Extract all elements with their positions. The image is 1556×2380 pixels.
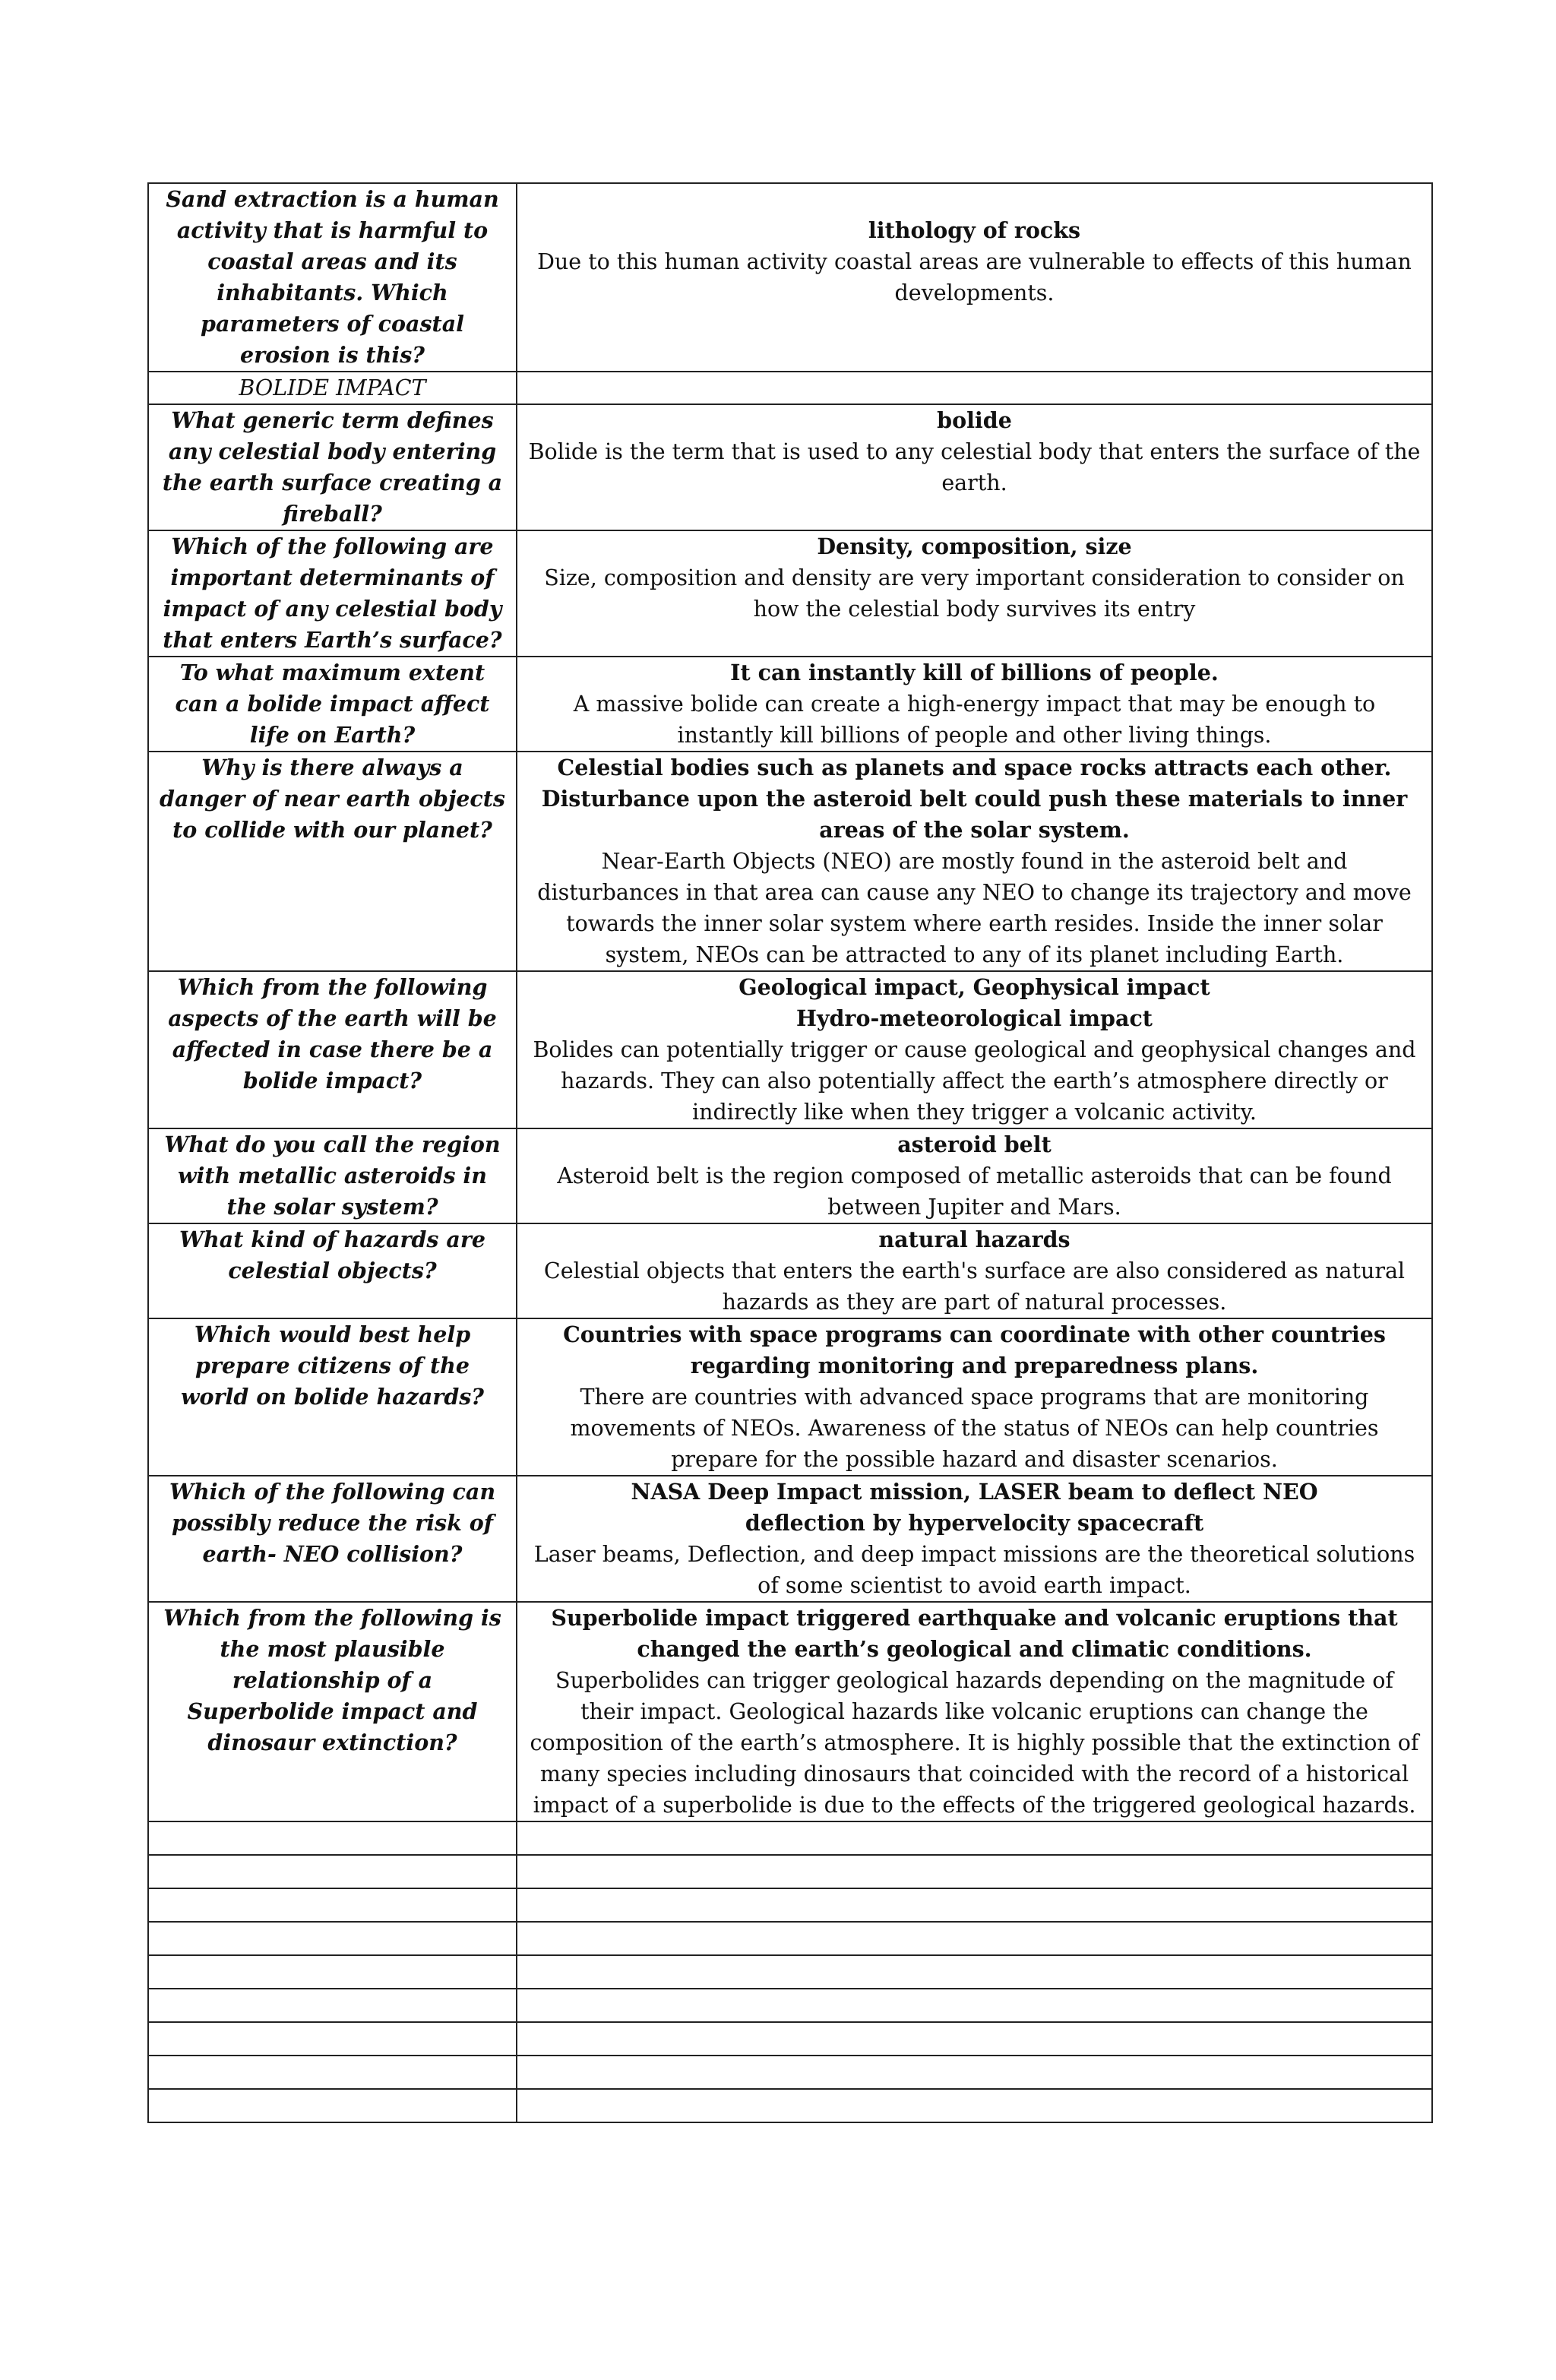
empty-cell (517, 1955, 1432, 1989)
empty-row (148, 1989, 1432, 2022)
section-title: BOLIDE IMPACT (148, 372, 517, 404)
answer-cell (517, 404, 1432, 530)
answer-cell (517, 752, 1432, 971)
explanation-text: Bolide is the term that is used to any celestial body that enters the surface of the earth. (528, 439, 1421, 495)
section-header-row (148, 372, 1432, 404)
explanation-text: A massive bolide can create a high-energy impact that may be enough to instantly kill billions of people and other living things. (573, 692, 1376, 748)
answer-text: Geological impact, Geophysical impact Hydro-meteorological impact (738, 974, 1210, 1031)
explanation-text: Celestial objects that enters the earth's surface are also considered as natural hazards as they are part of natural processes. (543, 1258, 1406, 1315)
table-row (148, 657, 1432, 752)
table-row (148, 1318, 1432, 1476)
empty-row (148, 1855, 1432, 1888)
explanation-text: Bolides can potentially trigger or cause geological and geophysical changes and hazards. They can also potentially affect the earth’s atmosphere directly or indirectly like when they trigger a volcanic activity. (533, 1037, 1416, 1125)
table-row (148, 1223, 1432, 1318)
empty-cell (148, 1922, 517, 1955)
answer-text: Celestial bodies such as planets and space rocks attracts each other. Disturbance upon the asteroid belt could push these materials to inner areas of the solar system. (541, 755, 1408, 843)
empty-cell (517, 2089, 1432, 2122)
empty-row (148, 1888, 1432, 1922)
question-cell: Which would best help prepare citizens of the world on bolide hazards? (148, 1318, 517, 1476)
empty-row (148, 2089, 1432, 2122)
empty-cell (517, 1989, 1432, 2022)
answer-text: It can instantly kill of billions of people. (730, 660, 1219, 685)
answer-text: Countries with space programs can coordinate with other countries regarding monitoring and preparedness plans. (563, 1321, 1386, 1378)
empty-cell (517, 1821, 1432, 1855)
answer-cell (517, 1128, 1432, 1223)
empty-row (148, 1955, 1432, 1989)
answer-cell (517, 971, 1432, 1128)
empty-cell (517, 1922, 1432, 1955)
table-row (148, 404, 1432, 530)
explanation-text: Asteroid belt is the region composed of metallic asteroids that can be found between Jupiter and Mars. (557, 1163, 1392, 1220)
answer-cell (517, 1318, 1432, 1476)
table-row (148, 1602, 1432, 1821)
answer-text: lithology of rocks (868, 217, 1081, 243)
table-row (148, 1128, 1432, 1223)
empty-row (148, 2056, 1432, 2089)
answer-text: Superbolide impact triggered earthquake and volcanic eruptions that changed the earth’s geological and climatic conditions. (551, 1605, 1398, 1662)
question-cell: Which from the following aspects of the earth will be affected in case there be a bolide impact? (148, 971, 517, 1128)
answer-cell (517, 1602, 1432, 1821)
empty-row (148, 1922, 1432, 1955)
empty-row (148, 2022, 1432, 2056)
empty-cell (517, 2056, 1432, 2089)
explanation-text: Due to this human activity coastal areas are vulnerable to effects of this human developments. (537, 249, 1412, 305)
answer-cell (517, 1223, 1432, 1318)
empty-cell (148, 1821, 517, 1855)
answer-text: natural hazards (878, 1226, 1071, 1252)
empty-cell (517, 2022, 1432, 2056)
explanation-text: There are countries with advanced space programs that are monitoring movements of NEOs. Awareness of the status of NEOs can help countries prepare for the possible hazard and disaster scenarios. (570, 1385, 1379, 1472)
question-cell: What generic term defines any celestial body entering the earth surface creating a fireball? (148, 404, 517, 530)
table-row (148, 971, 1432, 1128)
answer-cell (517, 183, 1432, 372)
answer-cell (517, 530, 1432, 657)
question-cell: Why is there always a danger of near earth objects to collide with our planet? (148, 752, 517, 971)
answer-cell (517, 1476, 1432, 1602)
table-row (148, 530, 1432, 657)
answer-text: Density, composition, size (817, 533, 1132, 559)
answer-text: asteroid belt (897, 1131, 1052, 1157)
empty-cell (517, 1888, 1432, 1922)
table-row (148, 183, 1432, 372)
explanation-text: Size, composition and density are very important consideration to consider on how the celestial body survives its entry (544, 565, 1405, 622)
answer-text: bolide (937, 407, 1012, 433)
empty-cell (517, 1855, 1432, 1888)
empty-cell (148, 1955, 517, 1989)
question-cell: What do you call the region with metallic asteroids in the solar system? (148, 1128, 517, 1223)
empty-cell (148, 1888, 517, 1922)
empty-cell (148, 2022, 517, 2056)
question-cell: Which of the following can possibly reduce the risk of earth- NEO collision? (148, 1476, 517, 1602)
empty-cell (148, 1989, 517, 2022)
explanation-text: Superbolides can trigger geological hazards depending on the magnitude of their impact. Geological hazards like volcanic eruptions can change the composition of the earth’s atmosphere. It is highly possible that the extinction of many species including dinosaurs that coincided with the record of a historical impact of a superbolide is due to the effects of the triggered geological hazards. (530, 1668, 1419, 1818)
answer-cell (517, 372, 1432, 404)
qa-table (147, 182, 1433, 2123)
question-cell: What kind of hazards are celestial objects? (148, 1223, 517, 1318)
question-cell: Which from the following is the most plausible relationship of a Superbolide impact and dinosaur extinction? (148, 1602, 517, 1821)
question-cell: Sand extraction is a human activity that is harmful to coastal areas and its inhabitants. Which parameters of coastal erosion is this? (148, 183, 517, 372)
empty-row (148, 1821, 1432, 1855)
empty-cell (148, 1855, 517, 1888)
table-row (148, 752, 1432, 971)
empty-cell (148, 2056, 517, 2089)
empty-cell (148, 2089, 517, 2122)
explanation-text: Laser beams, Deflection, and deep impact missions are the theoretical solutions of some scientist to avoid earth impact. (533, 1542, 1415, 1598)
explanation-text: Near-Earth Objects (NEO) are mostly found in the asteroid belt and disturbances in that area can cause any NEO to change its trajectory and move towards the inner solar system where earth resides. Inside the inner solar system, NEOs can be attracted to any of its planet including Earth. (537, 849, 1412, 967)
question-cell: Which of the following are important determinants of impact of any celestial body that enters Earth’s surface? (148, 530, 517, 657)
table-row (148, 1476, 1432, 1602)
answer-text: NASA Deep Impact mission, LASER beam to deflect NEO deflection by hypervelocity spacecraft (631, 1479, 1318, 1536)
question-cell: To what maximum extent can a bolide impact affect life on Earth? (148, 657, 517, 752)
answer-cell (517, 657, 1432, 752)
